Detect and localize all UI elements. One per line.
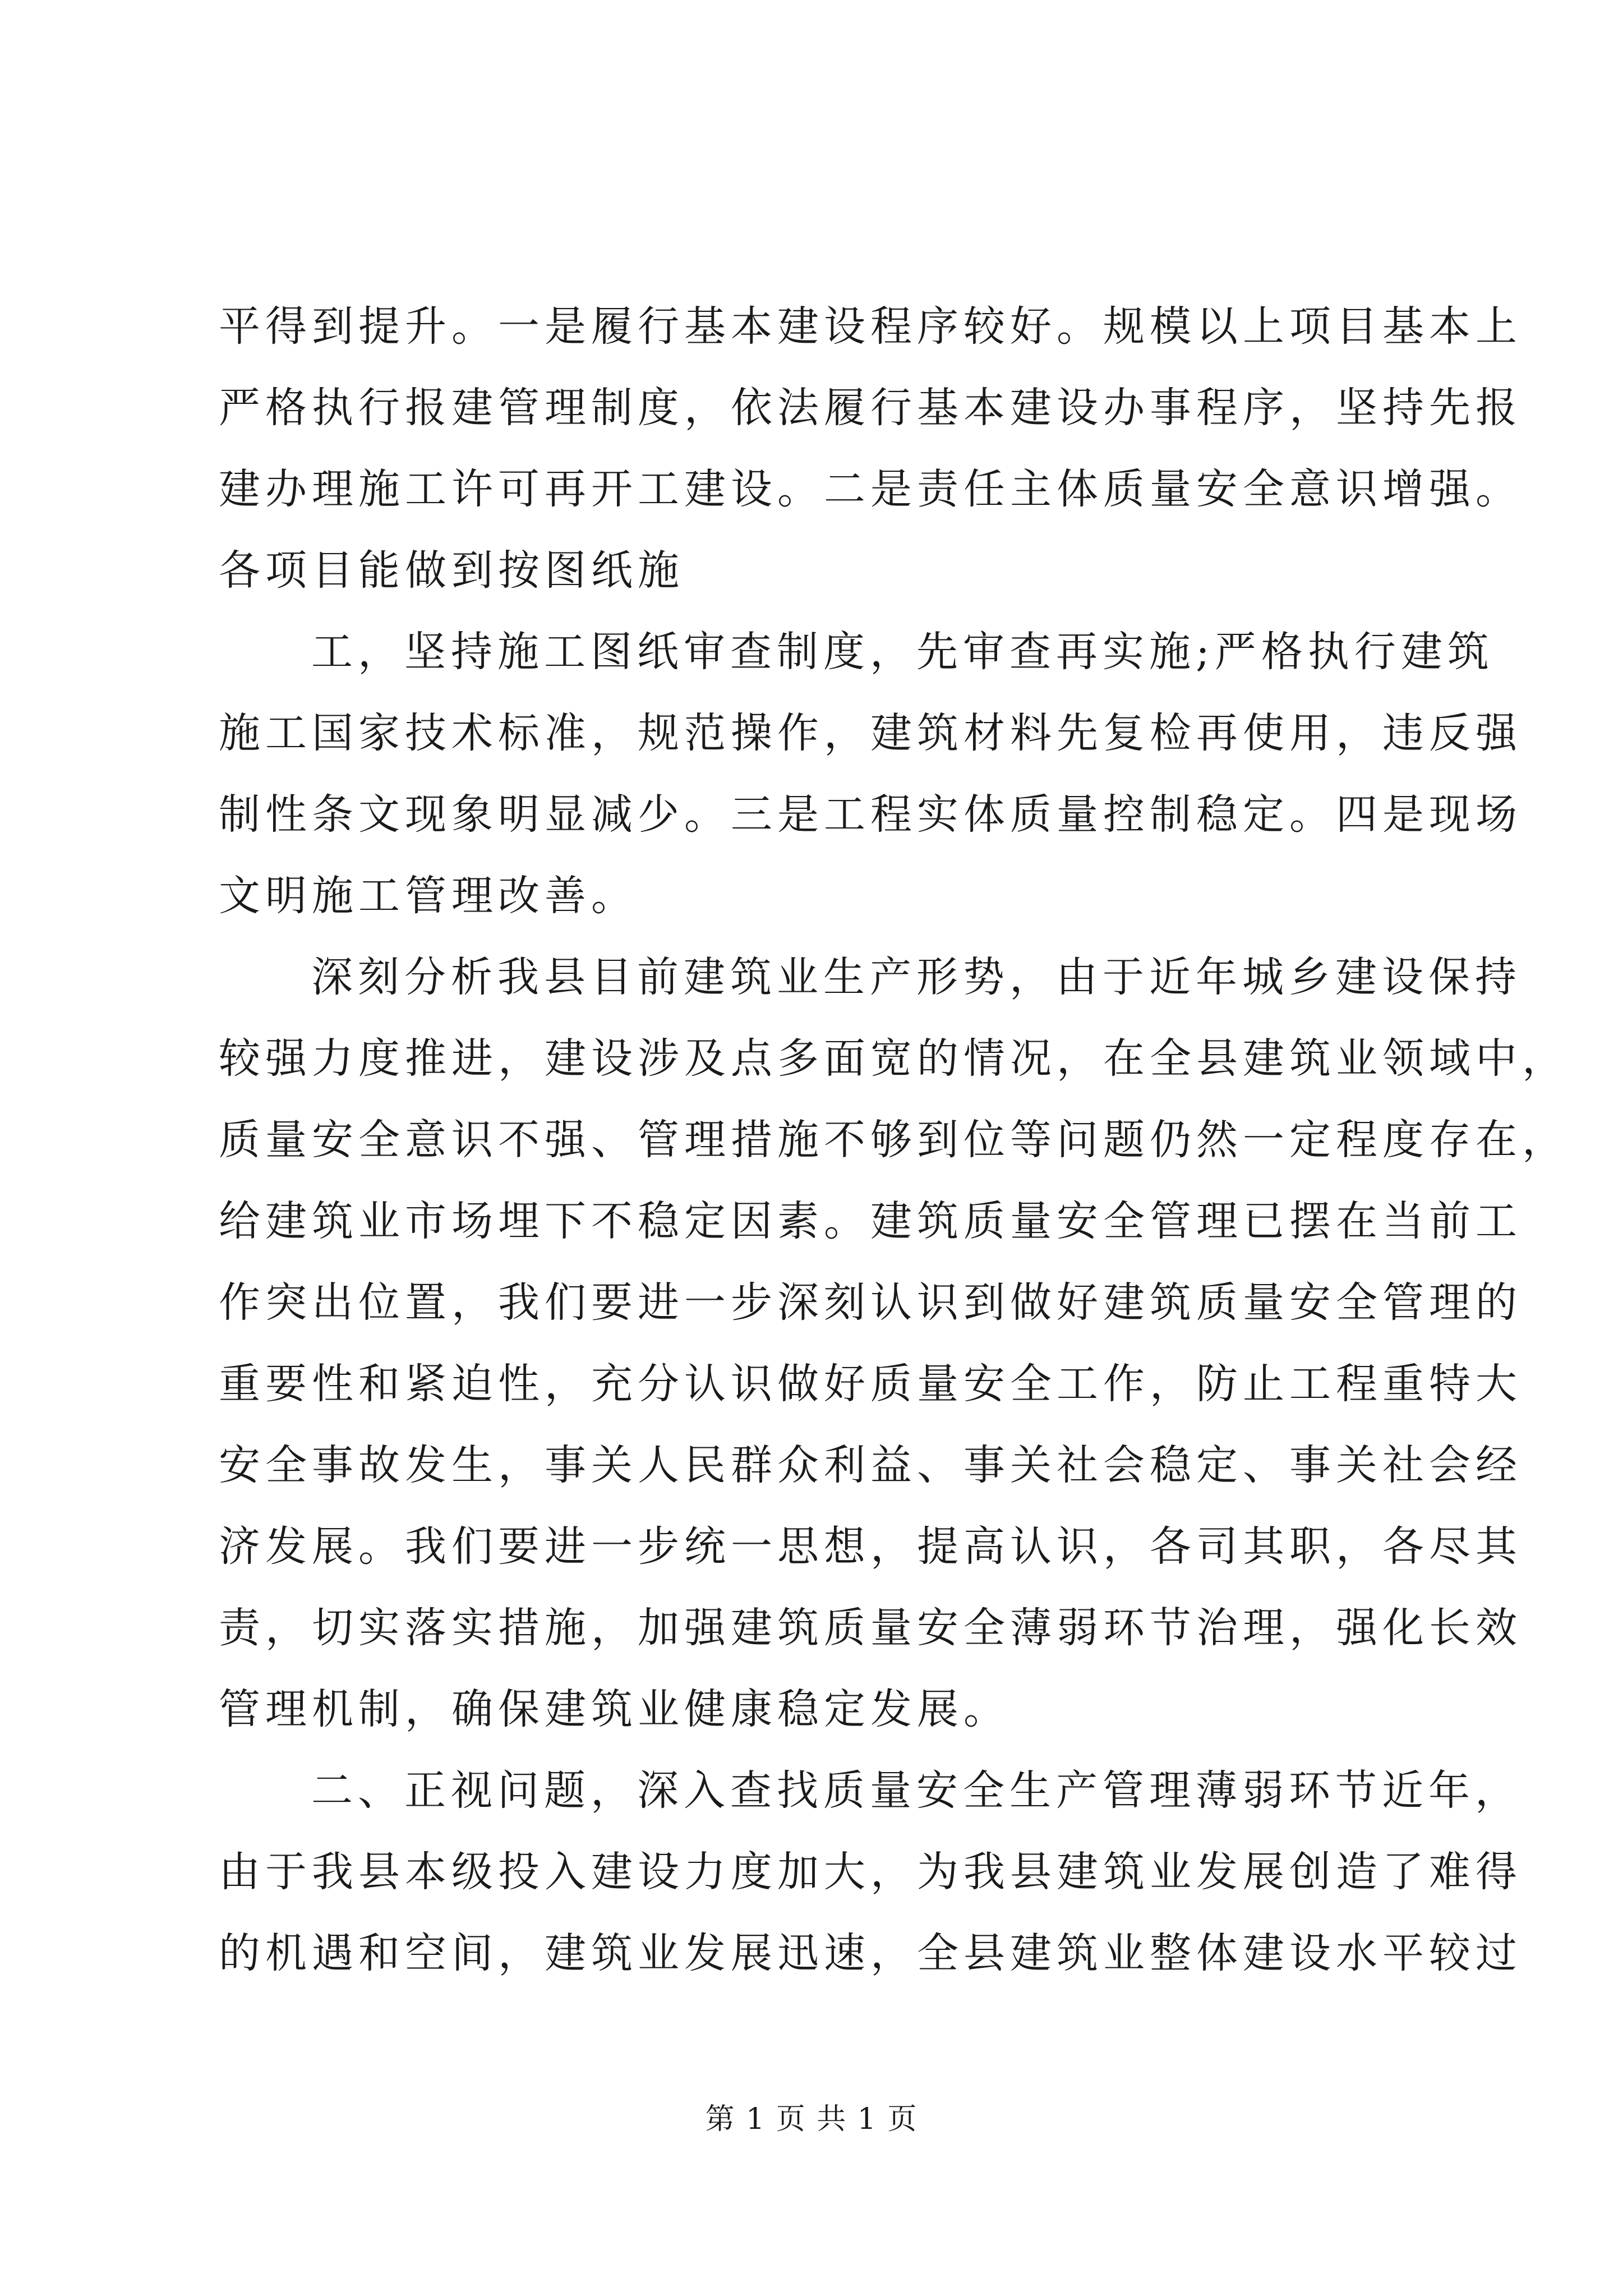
text-line: 较强力度推进，建设涉及点多面宽的情况，在全县建筑业领域中，: [219, 1034, 1569, 1083]
text-line: 制性条文现象明显减少。三是工程实体质量控制稳定。四是现场: [219, 790, 1522, 839]
text-line: 严格执行报建管理制度，依法履行基本建设办事程序，坚持先报: [219, 384, 1522, 432]
text-line: 工，坚持施工图纸审查制度，先审查再实施;严格执行建筑: [311, 628, 1494, 676]
text-line: 由于我县本级投入建设力度加大，为我县建筑业发展创造了难得: [219, 1848, 1522, 1896]
text-line: 重要性和紧迫性，充分认识做好质量安全工作，防止工程重特大: [219, 1360, 1522, 1408]
text-line: 平得到提升。一是履行基本建设程序较好。规模以上项目基本上: [219, 302, 1522, 351]
document-body: [219, 286, 1569, 1994]
text-line: 质量安全意识不强、管理措施不够到位等问题仍然一定程度存在，: [219, 1116, 1569, 1164]
text-line: 建办理施工许可再开工建设。二是责任主体质量安全意识增强。: [219, 465, 1522, 513]
text-line: 济发展。我们要进一步统一思想，提高认识，各司其职，各尽其: [219, 1522, 1522, 1571]
text-line: 的机遇和空间，建筑业发展迅速，全县建筑业整体建设水平较过: [219, 1929, 1522, 1977]
text-line: 文明施工管理改善。: [219, 872, 638, 920]
text-line: 各项目能做到按图纸施: [219, 546, 684, 595]
paragraph-3: [219, 937, 1569, 1750]
text-line: 给建筑业市场埋下不稳定因素。建筑质量安全管理已摆在当前工: [219, 1197, 1522, 1245]
text-line: 施工国家技术标准，规范操作，建筑材料先复检再使用，违反强: [219, 709, 1522, 757]
text-line: 二、正视问题，深入查找质量安全生产管理薄弱环节近年，: [311, 1766, 1521, 1815]
text-line: 责，切实落实措施，加强建筑质量安全薄弱环节治理，强化长效: [219, 1604, 1522, 1652]
paragraph-1: [219, 286, 1522, 611]
page-number-footer: 第 1 页 共 1 页: [705, 2102, 918, 2136]
paragraph-2: [219, 611, 1522, 937]
text-line: 作突出位置，我们要进一步深刻认识到做好建筑质量安全管理的: [219, 1278, 1522, 1327]
text-line: 深刻分析我县目前建筑业生产形势，由于近年城乡建设保持: [311, 953, 1521, 1001]
paragraph-4: [219, 1750, 1522, 1994]
text-line: 安全事故发生，事关人民群众利益、事关社会稳定、事关社会经: [219, 1441, 1522, 1489]
text-line: 管理机制，确保建筑业健康稳定发展。: [219, 1685, 1010, 1733]
